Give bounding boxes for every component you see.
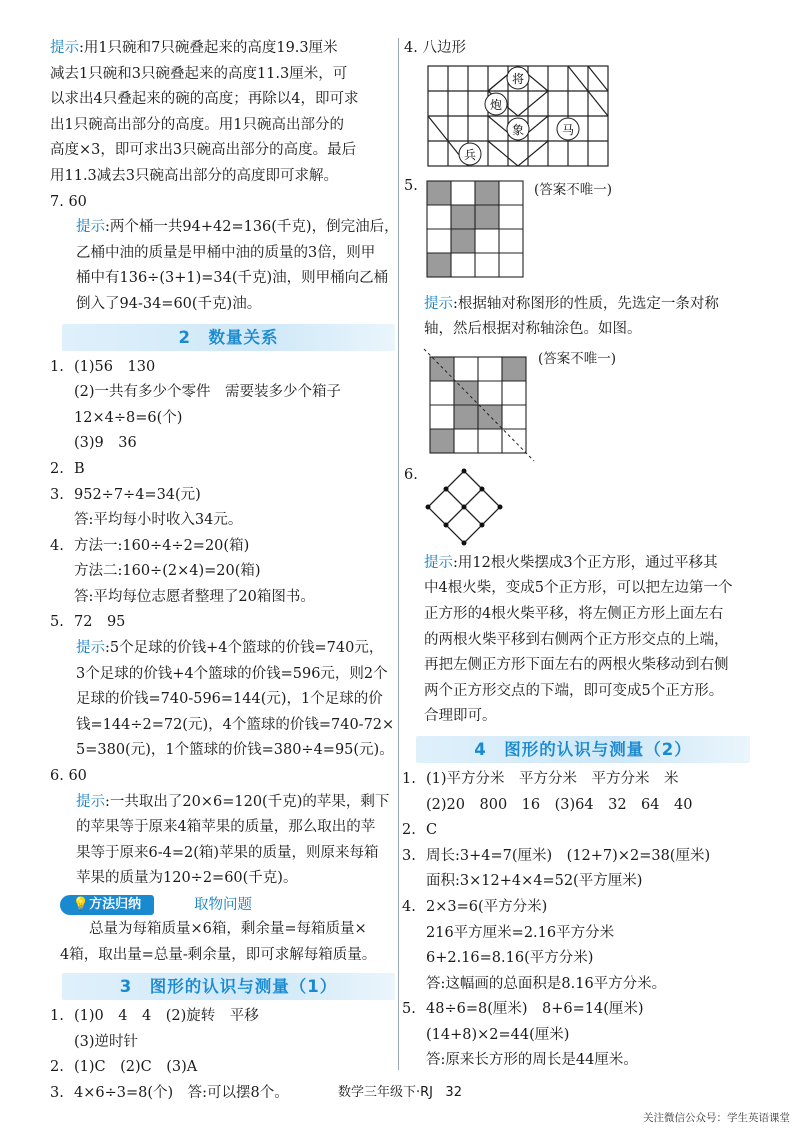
hint-q5-line: 钱=144÷2=72(元)，4个篮球的价钱=740-72× <box>76 716 395 733</box>
section-2-answer-line <box>50 534 395 560</box>
answer-text: (1)C (2)C (3)A <box>74 1059 198 1076</box>
method-summary-box <box>60 895 395 965</box>
section-4-answer-line <box>402 972 750 998</box>
hint-q6b-line: 苹果的质量为120÷2=60(千克)。 <box>76 870 298 887</box>
chessboard-figure <box>402 62 750 172</box>
question-number: 5. <box>50 614 64 631</box>
question-number: 1. <box>402 770 416 787</box>
lightbulb-icon: 💡 <box>72 897 90 912</box>
left-column <box>50 36 399 1106</box>
hint-q6-line: 提示:用12根火柴摆成3个正方形，通过平移其 <box>424 554 718 571</box>
q6-number: 6. <box>404 466 418 483</box>
section-2-answer-line <box>50 483 395 509</box>
hint-q5-line: 提示:根据轴对称图形的性质，先选定一条对称 <box>424 295 719 312</box>
hint-q6-line: 再把左侧正方形下面左右的两根火柴移动到右侧 <box>424 657 729 674</box>
hint-q5-line: 3个足球的价钱+4个篮球的价钱=596元，则2个 <box>76 665 388 682</box>
section-2-heading: 2 数量关系 <box>62 324 395 351</box>
answer-text: 2×3=6(平方分米) <box>426 898 548 915</box>
section-4-answer-line <box>402 767 750 793</box>
answer-text: 6+2.16=8.16(平方分米) <box>426 950 594 967</box>
page-footer <box>0 1081 800 1100</box>
hint-q5-line: 足球的价钱=740-596=144(元)，1个足球的价 <box>76 691 383 708</box>
question-number: 2. <box>50 460 64 477</box>
answer-text: 答:平均每位志愿者整理了20箱图书。 <box>74 588 315 605</box>
answer-text: 答:这幅画的总面积是8.16平方分米。 <box>426 975 667 992</box>
section-4-answer-line <box>402 869 750 895</box>
question-number: 4. <box>50 537 64 554</box>
answer-text: (1)56 130 <box>74 358 156 375</box>
section-4-answer-line <box>402 793 750 819</box>
chess-jiang: 将 <box>511 71 525 86</box>
question-number: 3. <box>50 486 64 503</box>
answer-not-unique-note: (答案不唯一) <box>538 350 617 367</box>
book-title: 数学三年级下·RJ <box>338 1085 434 1100</box>
answer-text: (1)平方分米 平方分米 平方分米 米 <box>426 770 679 787</box>
section-4-answer-line <box>402 946 750 972</box>
question-number: 2. <box>402 822 416 839</box>
answer-not-unique-note: (答案不唯一) <box>534 181 613 198</box>
matchstick-squares <box>424 467 504 547</box>
answer-text: 周长:3+4=7(厘米) (12+7)×2=38(厘米) <box>426 847 711 864</box>
answer-text: (3)9 36 <box>74 435 137 452</box>
section-2-answer-line <box>50 406 395 432</box>
column-divider <box>398 38 399 1070</box>
hint-q6-line: 出1只碗高出部分的高度。用1只碗高出部分的 <box>50 116 344 133</box>
section-4-answer-line <box>402 1048 750 1074</box>
section-3-answer-line <box>50 1030 395 1056</box>
hint-q6-line: 正方形的4根火柴平移，将左侧正方形上面左右 <box>424 605 724 622</box>
hint-q6-line: 中4根火柴，变成5个正方形，可以把左边第一个 <box>424 580 733 597</box>
answer-text: B <box>74 460 85 477</box>
section-2-answers <box>50 355 395 637</box>
section-4-answer-line <box>402 895 750 921</box>
section-2-answer-line <box>50 457 395 483</box>
answer-text: 答:原来长方形的周长是44厘米。 <box>426 1052 638 1069</box>
hint-label: 提示 <box>50 40 79 56</box>
hint-q6-line: 以求出4只叠起来的碗的高度；再除以4，即可求 <box>50 91 359 108</box>
section-3-heading: 3 图形的认识与测量（1） <box>62 973 395 1000</box>
hint-q6-line: 高度×3，即可求出3只碗高出部分的高度。最后 <box>50 142 357 159</box>
hint-q7-line: 倒入了94-34=60(千克)油。 <box>76 295 262 312</box>
section-2-answer-line <box>50 559 395 585</box>
chess-ma: 马 <box>561 122 575 137</box>
answer-text: 4×6÷3=8(个) 答:可以摆8个。 <box>74 1084 289 1101</box>
answer-text: 12×4÷8=6(个) <box>74 409 183 426</box>
hint-q5-line: 5=380(元)，1个篮球的价钱=380÷4=95(元)。 <box>76 742 394 759</box>
answer-text: 72 95 <box>74 614 126 631</box>
hint-q6b-line: 的苹果等于原来4箱苹果的质量，那么取出的苹 <box>76 819 376 836</box>
chessboard-svg <box>426 62 616 172</box>
method-body: 总量为每箱质量×6箱，剩余量=每箱质量× 4箱，取出量=总量-剩余量，即可求解每箱质量。 <box>60 921 377 963</box>
section-2-answer-line <box>50 610 395 636</box>
chess-bing: 兵 <box>463 147 477 162</box>
method-title: 取物问题 <box>194 897 252 913</box>
section-2-answer-line <box>50 508 395 534</box>
question-number: 1. <box>50 1008 64 1024</box>
hint-q6-line: 合理即可。 <box>424 708 497 725</box>
answer-text: C <box>426 822 438 839</box>
q5-figure <box>402 177 750 288</box>
hint-q6b-line: 提示:一共取出了20×6=120(千克)的苹果，剩下 <box>76 793 390 810</box>
chess-pao: 炮 <box>489 97 503 112</box>
section-2-answer-line <box>50 380 395 406</box>
section-4-answer-line <box>402 921 750 947</box>
section-3-answer-line <box>50 1055 395 1081</box>
q7-answer: 7. 60 <box>50 193 87 210</box>
section-4-heading: 4 图形的认识与测量（2） <box>416 736 750 763</box>
hint-q5-line: 提示:5个足球的价钱+4个篮球的价钱=740元， <box>76 640 384 657</box>
q6-answer: 6. 60 <box>50 768 87 785</box>
hint-q6-line: 用11.3减去3只碗高出部分的高度即可求解。 <box>50 167 339 184</box>
hint-q7-line: 提示:两个桶一共94+42=136(千克)，倒完油后， <box>76 219 399 236</box>
q5-number: 5. <box>404 177 418 194</box>
method-tag: 💡方法归纳 <box>60 895 154 915</box>
q4-answer: 4. 八边形 <box>404 40 466 56</box>
answer-text: (1)0 4 4 (2)旋转 平移 <box>74 1008 259 1024</box>
section-2-answer-line <box>50 585 395 611</box>
answer-text: 952÷7÷4=34(元) <box>74 486 201 503</box>
question-number: 5. <box>402 1001 416 1018</box>
answer-text: 方法一:160÷4÷2=20(箱) <box>74 537 250 554</box>
answer-text: 方法二:160÷(2×4)=20(箱) <box>74 563 261 580</box>
question-number: 3. <box>50 1084 64 1101</box>
q6-figure <box>402 467 750 551</box>
section-4-answers <box>402 767 750 1074</box>
hint-q6-line: 两个正方形交点的下端，即可变成5个正方形。 <box>424 682 724 699</box>
hint-q6-line: 的两根火柴平移到右侧两个正方形交点的上端， <box>424 631 729 648</box>
answer-text: 面积:3×12+4×4=52(平方厘米) <box>426 873 643 890</box>
right-column <box>402 36 750 1074</box>
section-4-answer-line <box>402 844 750 870</box>
question-number: 3. <box>402 847 416 864</box>
hint-q6-line: 减去1只碗和3只碗叠起来的高度11.3厘米，可 <box>50 65 348 82</box>
hint-q6-line: 提示:用1只碗和7只碗叠起来的高度19.3厘米 <box>50 40 338 56</box>
answer-text: (3)逆时针 <box>74 1033 139 1050</box>
answer-text: (2)20 800 16 (3)64 32 64 40 <box>426 796 693 813</box>
page-number: 32 <box>445 1085 462 1100</box>
question-number: 2. <box>50 1059 64 1076</box>
hint-q7-line: 乙桶中油的质量是甲桶中油的质量的3倍，则甲 <box>76 244 376 261</box>
chess-xiang: 象 <box>511 122 525 137</box>
answer-text: 48÷6=8(厘米) 8+6=14(厘米) <box>426 1001 644 1018</box>
answer-text: (14+8)×2=44(厘米) <box>426 1026 570 1043</box>
hint-q6b-line: 果等于原来6-4=2(箱)苹果的质量，则原来每箱 <box>76 844 379 861</box>
answer-text: 216平方厘米=2.16平方分米 <box>426 924 615 941</box>
section-4-answer-line <box>402 1023 750 1049</box>
question-number: 4. <box>402 898 416 915</box>
symmetry-grid-1 <box>426 180 526 280</box>
hint-q7-line: 桶中有136÷(3+1)=34(千克)油，则甲桶向乙桶 <box>76 270 389 287</box>
question-number: 1. <box>50 358 64 375</box>
section-2-answer-line <box>50 355 395 381</box>
section-4-answer-line <box>402 997 750 1023</box>
symmetry-figure-2 <box>402 347 750 465</box>
hint-q5-line: 轴，然后根据对称轴涂色。如图。 <box>424 321 642 338</box>
symmetry-grid-2 <box>422 347 542 465</box>
section-3-answer-line <box>50 1004 395 1030</box>
answer-text: (2)一共有多少个零件 需要装多少个箱子 <box>74 384 342 401</box>
answer-text: 答:平均每小时收入34元。 <box>74 512 243 529</box>
section-2-answer-line <box>50 431 395 457</box>
wechat-watermark: 关注微信公众号：学生英语课堂 <box>643 1112 790 1124</box>
section-4-answer-line <box>402 818 750 844</box>
